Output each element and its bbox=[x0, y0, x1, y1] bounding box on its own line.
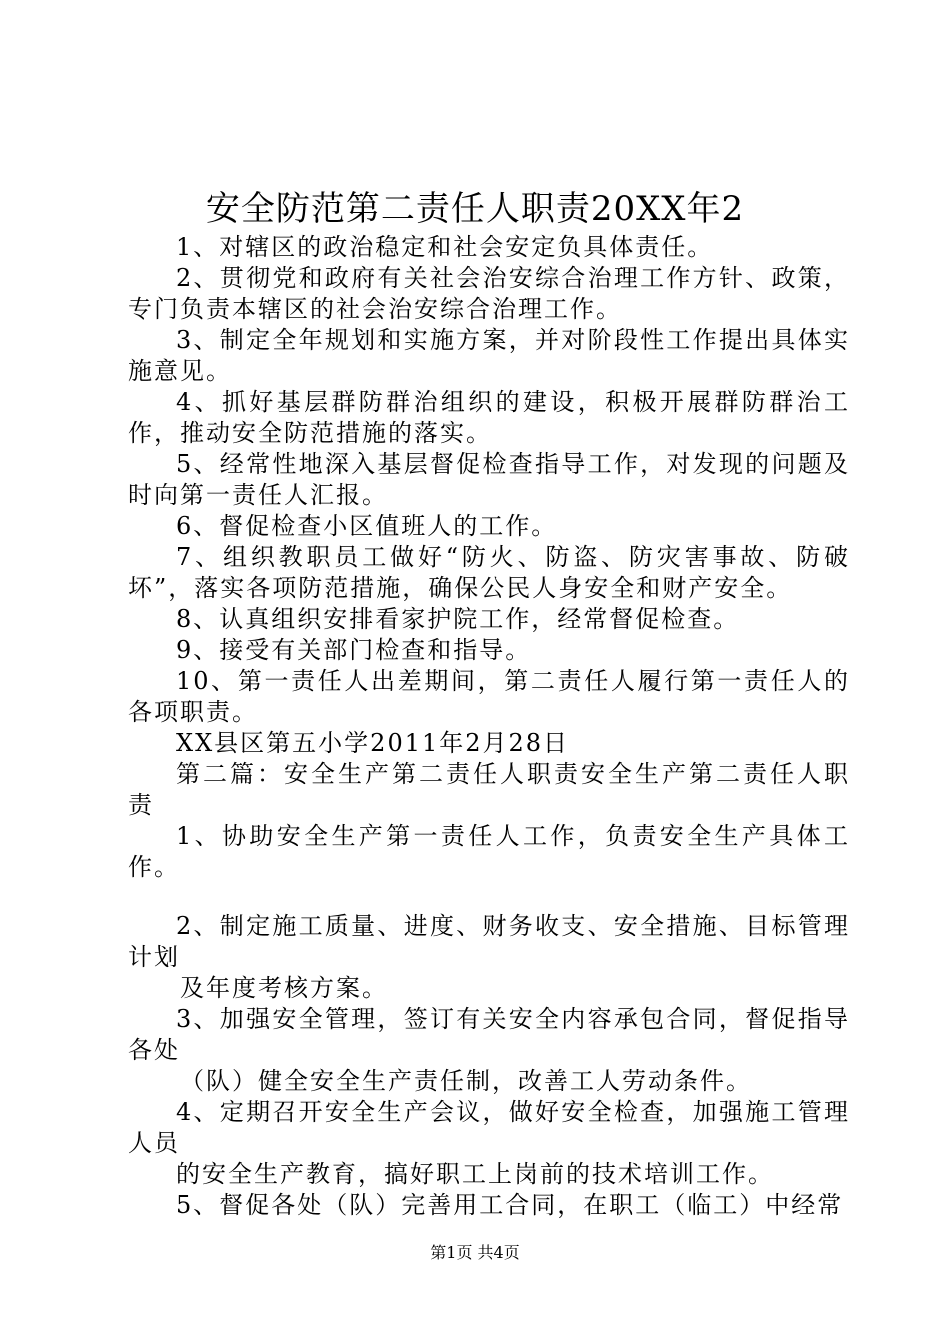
document-title: 安全防范第二责任人职责20XX年2 bbox=[205, 189, 745, 229]
paragraph-9: 9、接受有关部门检查和指导。 bbox=[176, 636, 532, 664]
duty-2-continued: 及年度考核方案。 bbox=[180, 974, 388, 1002]
duty-5: 5、督促各处（队）完善用工合同，在职工（临工）中经常 bbox=[176, 1191, 844, 1219]
duty-4-continued: 的安全生产教育，搞好职工上岗前的技术培训工作。 bbox=[176, 1160, 774, 1188]
duty-2: 2、制定施工质量、进度、财务收支、安全措施、目标管理计划 bbox=[128, 912, 850, 971]
paragraph-7: 7、组织教职员工做好“防火、防盗、防灾害事故、防破坏”，落实各项防范措施，确保公民人身安全和财产安全。 bbox=[128, 543, 850, 602]
duty-3: 3、加强安全管理，签订有关安全内容承包合同，督促指导各处 bbox=[128, 1005, 850, 1064]
paragraph-6: 6、督促检查小区值班人的工作。 bbox=[176, 512, 558, 540]
signature-line: XX县区第五小学2011年2月28日 bbox=[176, 729, 570, 757]
blank-line bbox=[128, 883, 850, 911]
paragraph-4: 4、抓好基层群防群治组织的建设，积极开展群防群治工作，推动安全防范措施的落实。 bbox=[128, 388, 850, 447]
duty-4: 4、定期召开安全生产会议，做好安全检查，加强施工管理人员 bbox=[128, 1098, 850, 1157]
duty-1: 1、协助安全生产第一责任人工作，负责安全生产具体工作。 bbox=[128, 822, 850, 881]
paragraph-3: 3、制定全年规划和实施方案，并对阶段性工作提出具体实施意见。 bbox=[128, 326, 850, 385]
duty-3-continued: （队）健全安全生产责任制，改善工人劳动条件。 bbox=[180, 1067, 752, 1095]
paragraph-5: 5、经常性地深入基层督促检查指导工作，对发现的问题及时向第一责任人汇报。 bbox=[128, 450, 850, 509]
paragraph-10: 10、第一责任人出差期间，第二责任人履行第一责任人的各项职责。 bbox=[128, 667, 850, 726]
paragraph-1: 1、对辖区的政治稳定和社会安定负具体责任。 bbox=[176, 233, 714, 261]
document-body bbox=[128, 232, 850, 1221]
paragraph-8: 8、认真组织安排看家护院工作，经常督促检查。 bbox=[176, 605, 740, 633]
page-footer: 第1页 共4页 bbox=[430, 1243, 520, 1262]
paragraph-2: 2、贯彻党和政府有关社会治安综合治理工作方针、政策，专门负责本辖区的社会治安综合治理工作。 bbox=[128, 264, 850, 323]
section-heading: 第二篇：安全生产第二责任人职责安全生产第二责任人职责 bbox=[128, 760, 850, 819]
